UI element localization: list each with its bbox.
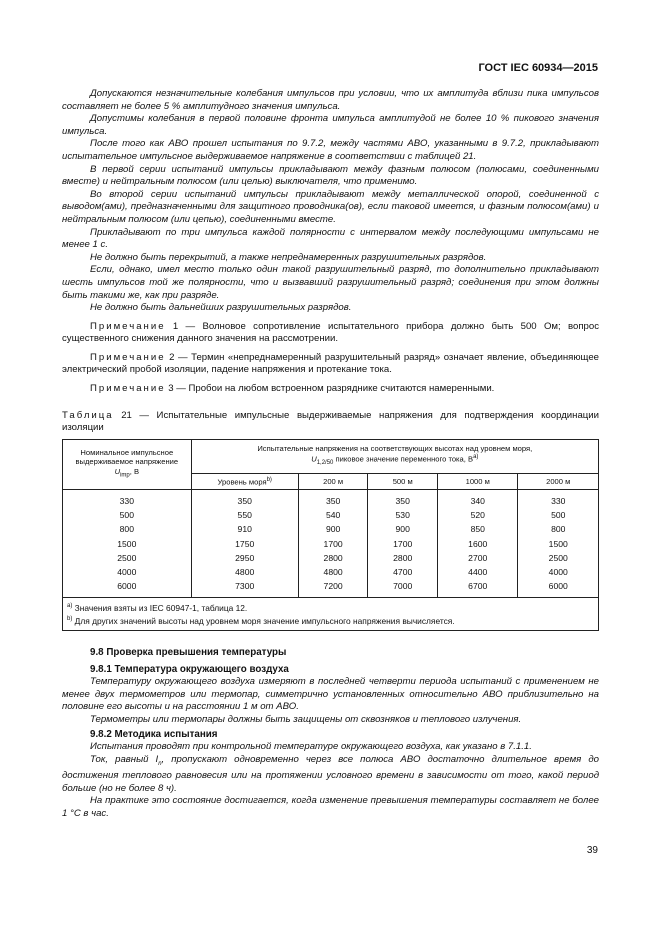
cell: 7000 <box>393 581 413 592</box>
cell: 500 <box>119 510 134 521</box>
paragraph: Не должно быть дальнейших разрушительных разрядов. <box>90 302 352 314</box>
cell: 2800 <box>323 552 343 563</box>
cell: 4800 <box>235 566 255 577</box>
note-2 <box>62 352 599 377</box>
cell: 2500 <box>117 552 137 563</box>
altitude-2000: 2000 м <box>518 473 599 489</box>
note-1 <box>62 321 599 346</box>
paragraph: Допускаются незначительные колебания импульсов при условии, что их амплитуда вблизи пика импульсов составляет не более 5 % амплитудного значения импульса. <box>62 88 599 112</box>
altitude-200: 200 м <box>298 473 368 489</box>
cell: 7200 <box>323 581 343 592</box>
cell: 6700 <box>468 581 488 592</box>
cell: 4000 <box>117 566 137 577</box>
header-text: Уровень моря <box>217 477 267 487</box>
section-heading-9-8: 9.8 Проверка превышения температуры <box>90 646 287 658</box>
col-nominal <box>63 489 192 597</box>
cell: 4400 <box>468 566 488 577</box>
cell: 520 <box>470 510 485 521</box>
col-500m <box>368 489 438 597</box>
document-header: ГОСТ IEC 60934—2015 <box>478 62 598 74</box>
paragraph: Температуру окружающего воздуха измеряют в последней четверти периода испытаний с применением не менее двух термометров или термопар, симметрично установленных относительно АВО приблизительно на половине его высоты и на расстоянии 1 м от АВО. <box>62 676 599 713</box>
header-text: Испытательные напряжения на соответствующих высотах над уровнем моря, <box>257 443 533 453</box>
text-run: Ток, равный I <box>90 753 159 765</box>
test-voltages-header <box>191 439 598 473</box>
cell: 800 <box>551 524 566 535</box>
table-header-row <box>63 439 599 473</box>
header-symbol: U <box>311 454 317 464</box>
altitude-1000: 1000 м <box>438 473 518 489</box>
cell: 540 <box>325 510 341 521</box>
header-text: пиковое значение переменного тока, В <box>333 454 474 464</box>
footnotes-cell <box>63 598 599 631</box>
col-1000m <box>438 489 518 597</box>
header-symbol: U <box>114 466 121 476</box>
cell: 6000 <box>117 581 137 592</box>
table-values <box>63 489 599 597</box>
cell: 330 <box>119 495 134 506</box>
note-text: 2 — Термин «непреднамеренный разрушительный разряд» означает явление, объединяющее электрический пробой изоляции, падение напряжения и протекание тока. <box>62 351 600 376</box>
footnote-b <box>67 614 594 627</box>
paragraph: Допустимы колебания в первой половине фронта импульса амплитудой не более 10 % пикового значения импульса. <box>62 113 599 137</box>
section-heading-9-8-2: 9.8.2 Методика испытания <box>90 728 218 740</box>
footnote-text: Для других значений высоты над уровнем моря значение импульсного напряжения вычисляется. <box>72 615 455 626</box>
page-content <box>62 88 599 821</box>
text-run: , пропускают одновременно через все полюса АВО достаточно длительное время до достижения теплового равновесия или на протяжении условного времени в зависимости от того, какой период больше (но не более 8 ч). <box>62 753 599 794</box>
cell: 1750 <box>235 538 255 549</box>
altitude-500: 500 м <box>368 473 438 489</box>
footnote-mark: b) <box>67 616 73 623</box>
header-text: Номинальное импульсное выдерживаемое напряжение <box>75 447 179 467</box>
cell: 340 <box>470 495 485 506</box>
cell: 1700 <box>323 538 343 549</box>
cell: 900 <box>395 524 410 535</box>
paragraph: Испытания проводят при контрольной температуре окружающего воздуха, как указано в 7.1.1. <box>90 741 532 753</box>
section-heading-9-8-1: 9.8.1 Температура окружающего воздуха <box>90 663 289 675</box>
table-footnotes <box>63 598 599 631</box>
note-text: 1 — Волновое сопротивление испытательного прибора должно быть 500 Ом; вопрос существенного снижения данного значения на рассмотрении. <box>62 320 599 345</box>
table-caption-text: 21 — Испытательные импульсные выдерживаемые напряжения для подтверждения координации изоляции <box>62 409 599 434</box>
cell: 2500 <box>548 552 568 563</box>
cell: 910 <box>237 524 252 535</box>
header-subscript: imp <box>120 472 130 479</box>
cell: 530 <box>395 510 410 521</box>
cell: 4700 <box>393 566 413 577</box>
col-sea-level <box>191 489 298 597</box>
paragraph: Прикладывают по три импульса каждой полярности с интервалом между последующими импульсами не менее 1 с. <box>62 226 599 251</box>
note-label: Примечание <box>90 320 166 332</box>
cell: 2800 <box>393 552 413 563</box>
cell: 2700 <box>468 552 488 563</box>
paragraph <box>62 754 599 796</box>
note-3 <box>62 383 599 396</box>
paragraph: В первой серии испытаний импульсы прикладывают между фазным полюсом (полюсами, соединенными вместе) и нейтральным полюсом (или целью) выключателя, что применимо. <box>62 163 599 188</box>
cell: 4000 <box>548 566 568 577</box>
note-label: Примечание <box>90 351 166 363</box>
header-subscript: 1,2/50 <box>316 460 334 467</box>
note-label: Примечание <box>90 383 166 395</box>
footnote-mark: a) <box>67 603 73 610</box>
page-number: 39 <box>586 845 598 856</box>
footnote-mark: b) <box>266 476 272 483</box>
cell: 6000 <box>548 581 568 592</box>
cell: 800 <box>119 524 134 535</box>
cell: 350 <box>237 495 252 506</box>
table-caption-label: Таблица <box>62 409 114 421</box>
cell: 1700 <box>393 538 413 549</box>
col-200m <box>298 489 368 597</box>
cell: 2950 <box>235 552 255 563</box>
cell: 1500 <box>548 538 568 549</box>
cell: 350 <box>395 495 410 506</box>
cell: 7300 <box>235 581 255 592</box>
paragraph: Термометры или термопары должны быть защищены от сквозняков и теплового излучения. <box>90 713 522 725</box>
cell: 500 <box>551 510 566 521</box>
note-text: 3 — Пробои на любом встроенном разряднике считаются намеренными. <box>168 383 495 395</box>
col-2000m <box>518 489 599 597</box>
cell: 850 <box>470 524 485 535</box>
voltage-table <box>62 439 599 631</box>
subscript: n <box>158 760 162 767</box>
header-unit: , В <box>129 466 140 476</box>
paragraph: Если, однако, имел место только один такой разрушительный разряд, то дополнительно прикладывают шесть импульсов той же полярности, что и вызвавший разрушительный разряд; соединения при этом должны быть такими же, как при разряде. <box>62 264 599 301</box>
cell: 550 <box>237 510 252 521</box>
paragraph: На практике это состояние достигается, когда изменение превышения температуры составляет не более 1 °С в час. <box>62 795 599 819</box>
cell: 1600 <box>468 538 488 549</box>
cell: 350 <box>325 495 341 506</box>
paragraph: Во второй серии испытаний импульсы прикладывают между металлической опорой, соединенной с выводом(ами), предназначенными для защитного проводника(ов), если таковой имеется, и фазным полюсом(ами) и нейтральным полюсом (или цепью), соединенными вместе. <box>62 188 599 225</box>
table-caption <box>62 410 599 435</box>
altitude-sea-level <box>191 473 298 489</box>
paragraph: После того как АВО прошел испытания по 9.7.2, между частями АВО, указанными в 9.7.2, прикладывают испытательное импульсное выдерживаемое напряжение в соответствии с таблицей 21. <box>62 138 599 162</box>
cell: 330 <box>551 495 566 506</box>
cell: 4800 <box>323 566 343 577</box>
cell: 1500 <box>117 538 137 549</box>
footnote-text: Значения взяты из IEC 60947-1, таблица 12. <box>72 603 248 614</box>
paragraph: Не должно быть перекрытий, а также непреднамеренных разрушительных разрядов. <box>90 251 487 263</box>
footnote-a <box>67 601 594 614</box>
footnote-mark: a) <box>473 454 479 461</box>
col-nominal-voltage-header <box>63 439 192 489</box>
cell: 900 <box>325 524 341 535</box>
